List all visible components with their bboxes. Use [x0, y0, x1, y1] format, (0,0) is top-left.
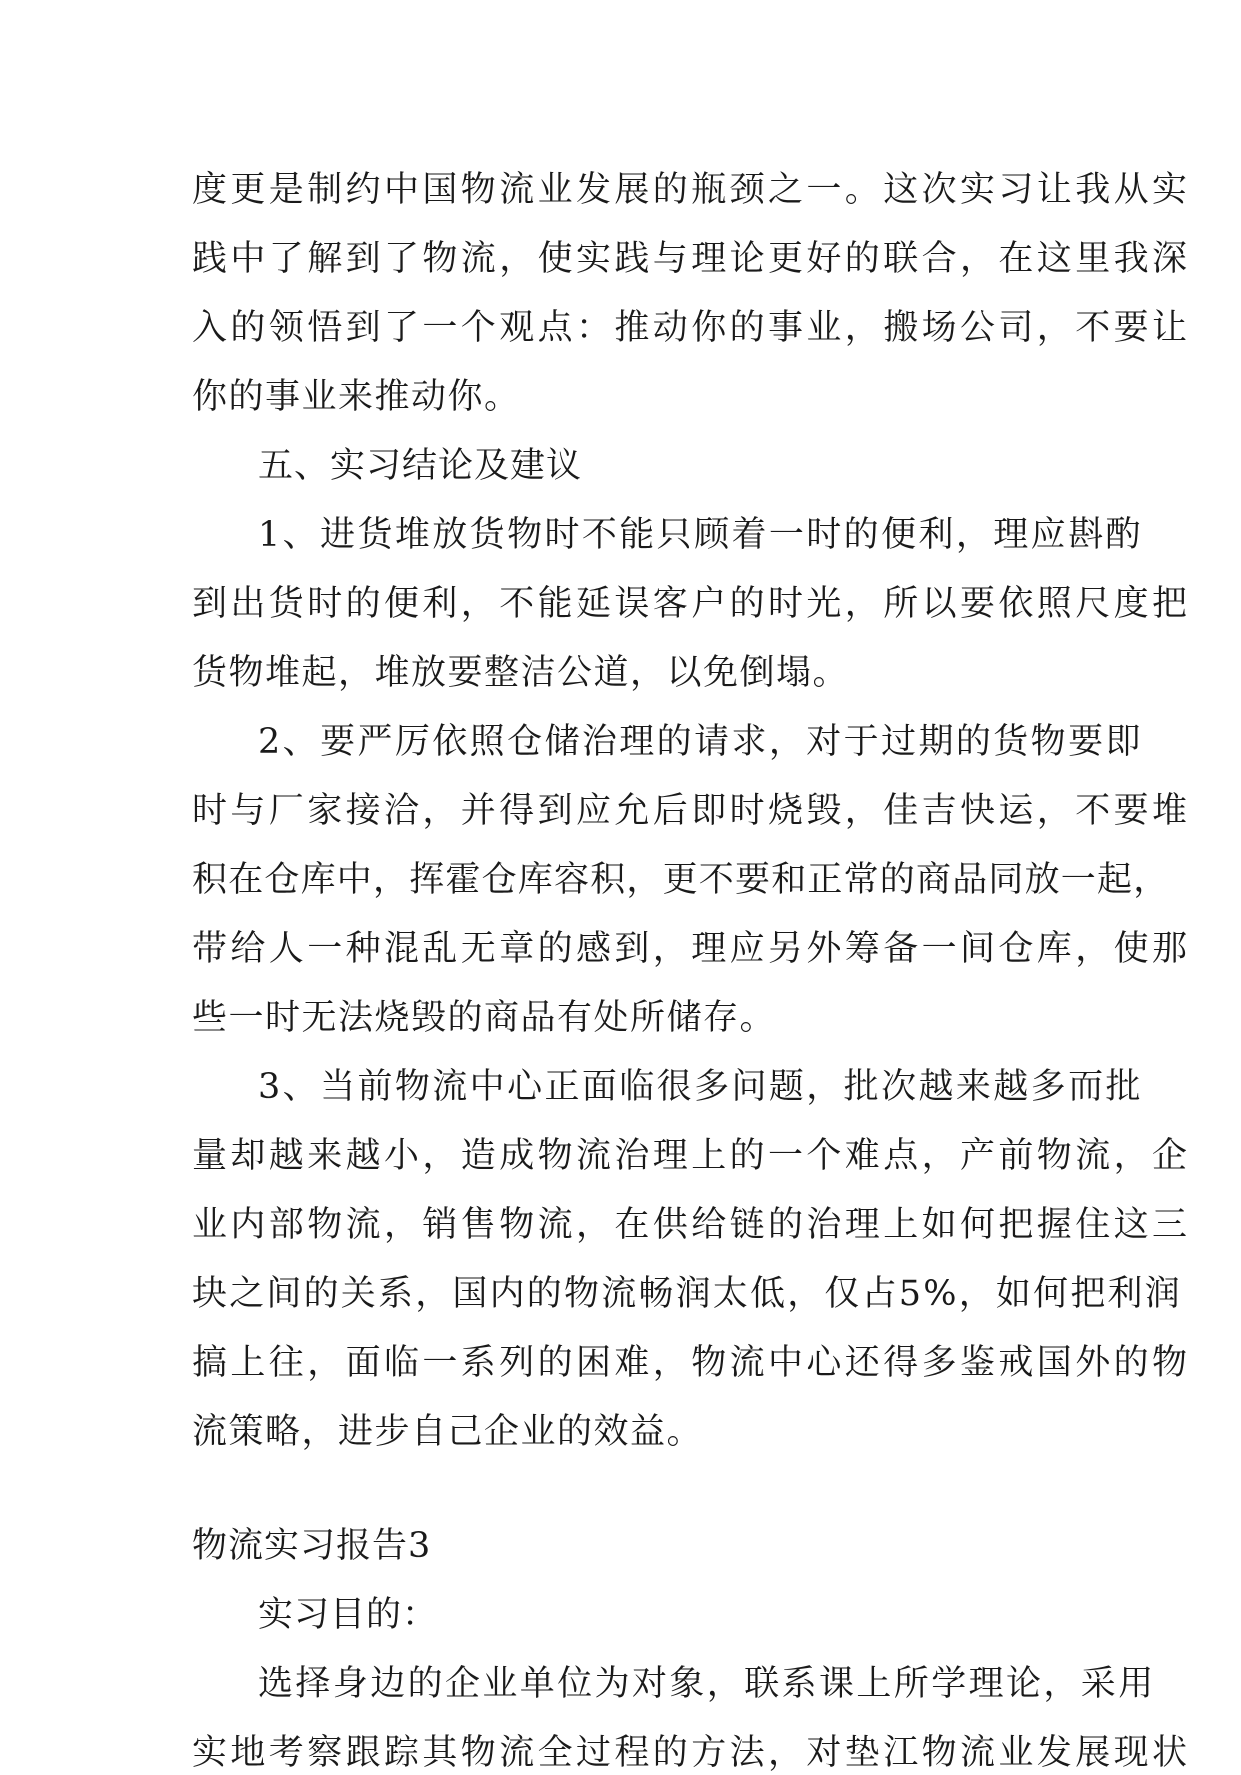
section-title: 物流实习报告3 — [192, 1526, 432, 1566]
text-line: 货物堆起，堆放要整洁公道，以免倒塌。 — [192, 653, 850, 693]
text-line: 你的事业来推动你。 — [192, 377, 521, 417]
text-line: 块之间的关系，国内的物流畅润太低，仅占5%，如何把利润 — [192, 1274, 1182, 1314]
section-heading: 五、实习结论及建议 — [258, 446, 583, 486]
text-line: 到出货时的便利，不能延误客户的时光，所以要依照尺度把 — [192, 584, 1191, 624]
text-line: 搞上往，面临一系列的困难，物流中心还得多鉴戒国外的物 — [192, 1343, 1191, 1383]
text-line: 量却越来越小，造成物流治理上的一个难点，产前物流，企 — [192, 1136, 1191, 1176]
text-line: 入的领悟到了一个观点：推动你的事业，搬场公司，不要让 — [192, 308, 1191, 348]
text-line: 实地考察跟踪其物流全过程的方法，对垫江物流业发展现状 — [192, 1733, 1191, 1773]
text-line: 些一时无法烧毁的商品有处所储存。 — [192, 998, 777, 1038]
text-line: 2、要严厉依照仓储治理的请求，对于过期的货物要即 — [258, 722, 1143, 762]
text-line: 践中了解到了物流，使实践与理论更好的联合，在这里我深 — [192, 239, 1191, 279]
text-line: 实习目的： — [258, 1595, 439, 1635]
text-line: 时与厂家接洽，并得到应允后即时烧毁，佳吉快运，不要堆 — [192, 791, 1191, 831]
text-line: 业内部物流，销售物流，在供给链的治理上如何把握住这三 — [192, 1205, 1191, 1245]
text-line: 带给人一种混乱无章的感到，理应另外筹备一间仓库，使那 — [192, 929, 1191, 969]
text-line: 度更是制约中国物流业发展的瓶颈之一。这次实习让我从实 — [192, 170, 1191, 210]
text-line: 积在仓库中，挥霍仓库容积，更不要和正常的商品同放一起， — [192, 860, 1170, 900]
text-line: 3、当前物流中心正面临很多问题，批次越来越多而批 — [258, 1067, 1143, 1107]
text-line: 流策略，进步自己企业的效益。 — [192, 1412, 704, 1452]
text-line: 1、进货堆放货物时不能只顾着一时的便利，理应斟酌 — [258, 515, 1143, 555]
text-line: 选择身边的企业单位为对象，联系课上所学理论，采用 — [258, 1664, 1156, 1704]
